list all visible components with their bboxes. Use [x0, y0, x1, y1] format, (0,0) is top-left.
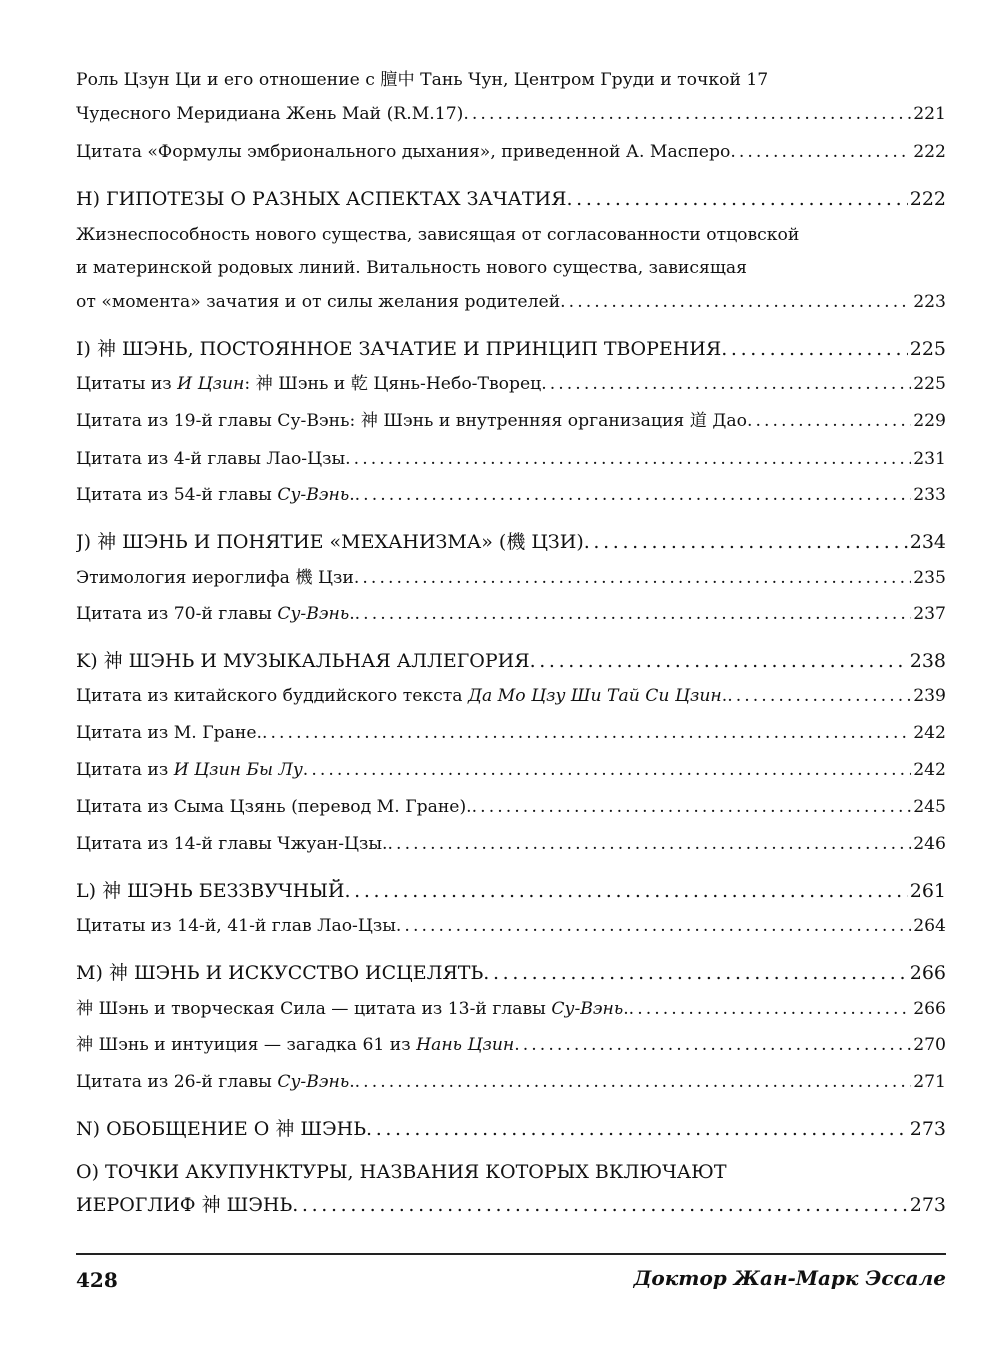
toc-section-heading [76, 1158, 946, 1186]
toc-page-number: 246 [913, 834, 946, 854]
toc-page-number: 233 [913, 485, 946, 505]
leader-dots [355, 600, 912, 628]
leader-dots [530, 647, 908, 675]
toc-entry-text: и материнской родовых линий. Витальность нового существа, зависящая [76, 258, 747, 278]
toc-entry-text: Цитата из 54-й главы Су-Вэнь. [76, 485, 355, 505]
toc-entry-text: I) 神 ШЭНЬ, ПОСТОЯННОЕ ЗАЧАТИЕ И ПРИНЦИП ТВОРЕНИЯ [76, 338, 722, 360]
toc-page-number: 229 [913, 411, 946, 431]
toc-entry-text: Цитата из 4-й главы Лао-Цзы [76, 449, 346, 469]
toc-entry-text: K) 神 ШЭНЬ И МУЗЫКАЛЬНАЯ АЛЛЕГОРИЯ [76, 650, 530, 672]
leader-dots [344, 877, 907, 905]
leader-dots [292, 1191, 907, 1219]
toc-page-number: 270 [913, 1035, 946, 1055]
toc-page-number: 271 [913, 1072, 946, 1092]
toc-page-number: 231 [913, 449, 946, 469]
leader-dots [629, 995, 912, 1023]
toc-section-heading [76, 647, 946, 675]
toc-page-number: 273 [909, 1118, 946, 1140]
toc-entry-text: от «момента» зачатия и от силы желания родителей [76, 292, 561, 312]
toc-section-heading [76, 185, 946, 213]
leader-dots [388, 830, 912, 858]
toc-entry [76, 1068, 946, 1096]
toc-entry [76, 830, 946, 858]
toc-page-number: 225 [909, 338, 946, 360]
toc-entry [76, 481, 946, 509]
toc-entry [76, 1031, 946, 1059]
toc-page-number: 239 [913, 686, 946, 706]
toc-entry-text: H) ГИПОТЕЗЫ О РАЗНЫХ АСПЕКТАХ ЗАЧАТИЯ [76, 188, 567, 210]
leader-dots [345, 445, 911, 473]
toc-section-heading [76, 1191, 946, 1219]
leader-dots [483, 959, 907, 987]
toc-entry [76, 682, 946, 710]
toc-page-number: 221 [913, 104, 946, 124]
toc-page-number: 245 [913, 797, 946, 817]
toc-page-number: 225 [913, 374, 946, 394]
toc-page-number: 234 [909, 531, 946, 553]
running-footer-author: Доктор Жан-Марк Эссале [633, 1266, 946, 1290]
toc-entry [76, 793, 946, 821]
leader-dots [355, 481, 912, 509]
leader-dots [262, 719, 911, 747]
leader-dots [366, 1115, 908, 1143]
toc-page-number: 223 [913, 292, 946, 312]
toc-entry-text: ИЕРОГЛИФ 神 ШЭНЬ [76, 1194, 293, 1216]
toc-entry [76, 719, 946, 747]
toc-entry-text: Цитаты из 14-й, 41-й глав Лао-Цзы [76, 916, 396, 936]
toc-entry [76, 995, 946, 1023]
leader-dots [472, 793, 912, 821]
toc-entry-text: Цитата из 26-й главы Су-Вэнь. [76, 1072, 355, 1092]
toc-page-number: 237 [913, 604, 946, 624]
leader-dots [514, 1031, 911, 1059]
leader-dots [354, 564, 911, 592]
leader-dots [541, 370, 911, 398]
leader-dots [721, 335, 908, 363]
toc-page-number: 238 [909, 650, 946, 672]
toc-entry-text: Роль Цзун Ци и его отношение с 膻中 Тань Чун, Центром Груди и точкой 17 [76, 70, 769, 90]
leader-dots [463, 100, 911, 128]
page-number: 428 [76, 1268, 118, 1292]
toc-entry-text: Этимология иероглифа 機 Цзи [76, 568, 354, 588]
toc-entry [76, 138, 946, 166]
toc-entry-text: Жизнеспособность нового существа, зависящая от согласованности отцовской [76, 225, 800, 245]
toc-entry [76, 221, 946, 249]
toc-entry-text: L) 神 ШЭНЬ БЕЗЗВУЧНЫЙ [76, 880, 345, 902]
toc-entry-text: Цитата «Формулы эмбрионального дыхания», приведенной А. Масперо [76, 142, 731, 162]
toc-entry-text: Цитата из 14-й главы Чжуан-Цзы. [76, 834, 388, 854]
toc-section-heading [76, 528, 946, 556]
toc-entry-text: Чудесного Меридиана Жень Май (R.M.17) [76, 104, 464, 124]
toc-section-heading [76, 335, 946, 363]
toc-entry-text: Цитата из И Цзин Бы Лу [76, 760, 303, 780]
toc-entry [76, 66, 946, 94]
leader-dots [747, 407, 911, 435]
toc-entry [76, 756, 946, 784]
toc-entry [76, 600, 946, 628]
toc-entry-text: Цитата из 70-й главы Су-Вэнь. [76, 604, 355, 624]
footer-divider [76, 1253, 946, 1255]
toc-section-heading [76, 959, 946, 987]
toc-entry [76, 254, 946, 282]
toc-page-number: 242 [913, 723, 946, 743]
leader-dots [584, 528, 908, 556]
leader-dots [730, 138, 911, 166]
toc-entry-text: Цитата из китайского буддийского текста Да Мо Цзу Ши Тай Си Цзин. [76, 686, 728, 706]
leader-dots [303, 756, 911, 784]
toc-entry-text: 神 Шэнь и интуиция — загадка 61 из Нань Цзин [76, 1035, 515, 1055]
toc-page-number: 261 [909, 880, 946, 902]
leader-dots [396, 912, 911, 940]
toc-page-number: 242 [913, 760, 946, 780]
toc-page-number: 266 [909, 962, 946, 984]
toc-entry [76, 370, 946, 398]
toc-entry-text: M) 神 ШЭНЬ И ИСКУССТВО ИСЦЕЛЯТЬ [76, 962, 484, 984]
toc-page-number: 273 [909, 1194, 946, 1216]
toc-entry-text: Цитата из М. Гране. [76, 723, 262, 743]
toc-section-heading [76, 1115, 946, 1143]
toc-entry-text: Цитата из 19-й главы Су-Вэнь: 神 Шэнь и внутренняя организация 道 Дао [76, 411, 747, 431]
toc-entry-text: J) 神 ШЭНЬ И ПОНЯТИЕ «МЕХАНИЗМА» (機 ЦЗИ) [76, 531, 584, 553]
toc-entry-text: O) ТОЧКИ АКУПУНКТУРЫ, НАЗВАНИЯ КОТОРЫХ ВКЛЮЧАЮТ [76, 1161, 727, 1183]
toc-page-number: 222 [909, 188, 946, 210]
toc-entry-text: Цитата из Сыма Цзянь (перевод М. Гране). [76, 797, 472, 817]
toc-page-number: 235 [913, 568, 946, 588]
leader-dots [355, 1068, 912, 1096]
leader-dots [566, 185, 907, 213]
toc-entry-text: N) ОБОБЩЕНИЕ О 神 ШЭНЬ [76, 1118, 367, 1140]
toc-entry-text: Цитаты из И Цзин: 神 Шэнь и 乾 Цянь-Небо-Творец [76, 374, 542, 394]
leader-dots [560, 288, 911, 316]
toc-page-number: 266 [913, 999, 946, 1019]
toc-entry [76, 100, 946, 128]
toc-entry [76, 407, 946, 435]
leader-dots [727, 682, 911, 710]
toc-entry-text: 神 Шэнь и творческая Сила — цитата из 13-й главы Су-Вэнь. [76, 999, 629, 1019]
toc-entry [76, 564, 946, 592]
toc-entry [76, 912, 946, 940]
toc-page-number: 264 [913, 916, 946, 936]
toc-entry [76, 288, 946, 316]
toc-page-number: 222 [913, 142, 946, 162]
toc-section-heading [76, 877, 946, 905]
toc-entry [76, 445, 946, 473]
